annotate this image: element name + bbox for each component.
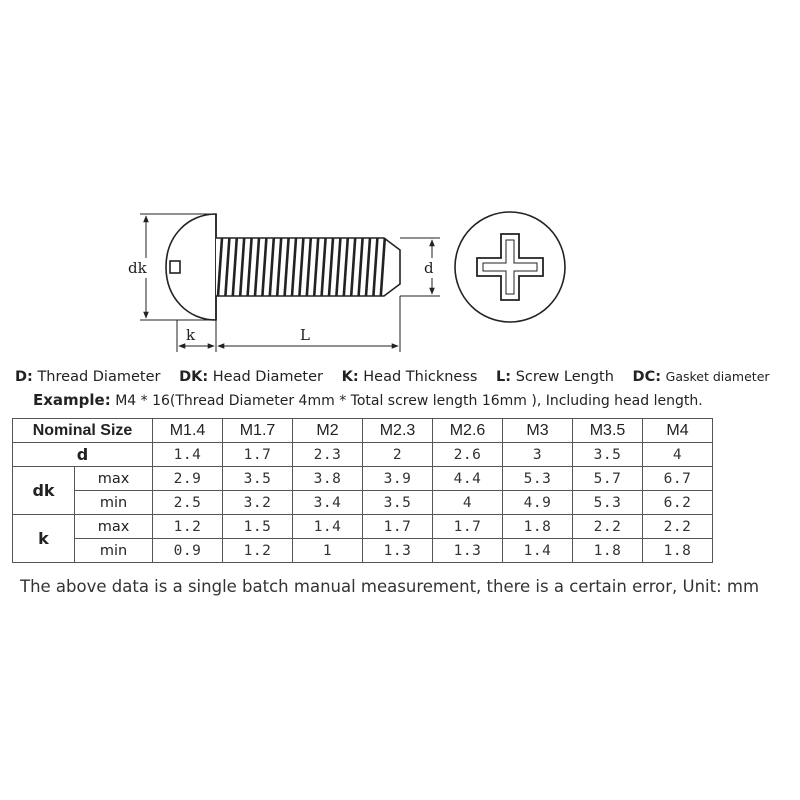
table-cell: 1.7 bbox=[433, 515, 503, 539]
table-cell: 1 bbox=[293, 539, 363, 563]
table-cell: 1.8 bbox=[643, 539, 713, 563]
table-cell: 1.7 bbox=[363, 515, 433, 539]
size-header: M4 bbox=[643, 419, 713, 443]
screw-technical-drawing bbox=[0, 0, 800, 360]
table-row-k-min bbox=[13, 539, 713, 563]
size-header: M2.6 bbox=[433, 419, 503, 443]
table-cell: 4.9 bbox=[503, 491, 573, 515]
table-cell: 4 bbox=[433, 491, 503, 515]
table-row-d bbox=[13, 443, 713, 467]
screw-side-view-icon bbox=[140, 214, 440, 352]
size-header: M1.4 bbox=[153, 419, 223, 443]
table-cell: 3.5 bbox=[363, 491, 433, 515]
table-cell: 5.7 bbox=[573, 467, 643, 491]
table-cell: 1.2 bbox=[223, 539, 293, 563]
k-dimension-label: k bbox=[186, 326, 196, 344]
table-cell: 6.2 bbox=[643, 491, 713, 515]
legend-item-k: K: Head Thickness bbox=[341, 369, 478, 385]
table-cell: 3.9 bbox=[363, 467, 433, 491]
min-label: min bbox=[75, 539, 153, 563]
min-label: min bbox=[75, 491, 153, 515]
legend-item-dc: DC: Gasket diameter bbox=[632, 369, 770, 385]
dk-row-label: dk bbox=[13, 467, 75, 515]
dk-dimension-label: dk bbox=[128, 259, 147, 277]
table-header-row bbox=[13, 419, 713, 443]
table-cell: 1.8 bbox=[503, 515, 573, 539]
table-cell: 2.6 bbox=[433, 443, 503, 467]
d-dimension-label: d bbox=[424, 259, 434, 277]
table-cell: 6.7 bbox=[643, 467, 713, 491]
table-cell: 2.2 bbox=[643, 515, 713, 539]
table-row-dk-max bbox=[13, 467, 713, 491]
phillips-head-icon bbox=[455, 212, 565, 322]
size-header: M2.3 bbox=[363, 419, 433, 443]
table-cell: 3.5 bbox=[223, 467, 293, 491]
table-cell: 1.4 bbox=[503, 539, 573, 563]
table-row-k-max bbox=[13, 515, 713, 539]
table-cell: 3.4 bbox=[293, 491, 363, 515]
k-row-label: k bbox=[13, 515, 75, 563]
table-cell: 2.2 bbox=[573, 515, 643, 539]
l-dimension-label: L bbox=[300, 326, 310, 344]
dimension-legend bbox=[15, 369, 784, 385]
table-cell: 5.3 bbox=[573, 491, 643, 515]
dimension-table bbox=[12, 418, 713, 563]
table-cell: 0.9 bbox=[153, 539, 223, 563]
table-cell: 1.3 bbox=[433, 539, 503, 563]
legend-item-d: D: Thread Diameter bbox=[15, 369, 161, 385]
nominal-size-header: Nominal Size bbox=[13, 419, 153, 443]
size-header: M1.7 bbox=[223, 419, 293, 443]
table-cell: 2.5 bbox=[153, 491, 223, 515]
table-cell: 1.2 bbox=[153, 515, 223, 539]
table-cell: 1.4 bbox=[293, 515, 363, 539]
table-cell: 1.8 bbox=[573, 539, 643, 563]
example-text: Example: M4 * 16(Thread Diameter 4mm * Total screw length 16mm ), Including head length. bbox=[33, 391, 703, 409]
table-cell: 2.3 bbox=[293, 443, 363, 467]
table-cell: 4.4 bbox=[433, 467, 503, 491]
measurement-note: The above data is a single batch manual measurement, there is a certain error, Unit: mm bbox=[20, 577, 760, 596]
legend-item-dk: DK: Head Diameter bbox=[179, 369, 323, 385]
size-header: M3.5 bbox=[573, 419, 643, 443]
legend-item-l: L: Screw Length bbox=[496, 369, 614, 385]
table-cell: 2 bbox=[363, 443, 433, 467]
table-cell: 3.2 bbox=[223, 491, 293, 515]
size-header: M2 bbox=[293, 419, 363, 443]
table-cell: 1.3 bbox=[363, 539, 433, 563]
max-label: max bbox=[75, 467, 153, 491]
table-cell: 5.3 bbox=[503, 467, 573, 491]
size-header: M3 bbox=[503, 419, 573, 443]
table-cell: 3.5 bbox=[573, 443, 643, 467]
table-cell: 1.4 bbox=[153, 443, 223, 467]
table-cell: 1.7 bbox=[223, 443, 293, 467]
table-cell: 4 bbox=[643, 443, 713, 467]
table-cell: 3.8 bbox=[293, 467, 363, 491]
d-row-label: d bbox=[13, 443, 153, 467]
table-cell: 2.9 bbox=[153, 467, 223, 491]
table-row-dk-min bbox=[13, 491, 713, 515]
table-cell: 3 bbox=[503, 443, 573, 467]
table-cell: 1.5 bbox=[223, 515, 293, 539]
max-label: max bbox=[75, 515, 153, 539]
